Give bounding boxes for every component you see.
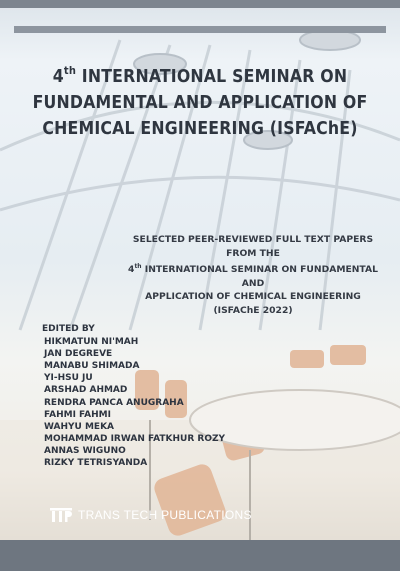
editor-name: MANABU SHIMADA xyxy=(44,361,140,372)
editor-name: ANNAS WIGUNO xyxy=(44,445,126,456)
subtitle-line-4: (ISFAChE 2022) xyxy=(213,304,293,316)
editor-name: MOHAMMAD IRWAN FATKHUR ROZY xyxy=(44,433,226,444)
editor-name: JAN DEGREVE xyxy=(44,349,113,360)
title-line-3: CHEMICAL ENGINEERING (ISFAChE) xyxy=(42,119,358,139)
editor-name: RENDRA PANCA ANUGRAHA xyxy=(44,397,184,408)
editor-name: WAHYU MEKA xyxy=(44,421,115,432)
publisher xyxy=(50,505,252,525)
editor-name: ARSHAD AHMAD xyxy=(44,385,128,396)
book-title xyxy=(20,58,380,142)
top-bar xyxy=(0,0,400,8)
title-line-2: FUNDAMENTAL AND APPLICATION OF xyxy=(32,93,368,113)
book-subtitle xyxy=(118,233,388,317)
subtitle-line-1: SELECTED PEER-REVIEWED FULL TEXT PAPERS FROM THE xyxy=(132,234,374,259)
subtitle-line-3: APPLICATION OF CHEMICAL ENGINEERING xyxy=(145,291,361,302)
edited-by-label: EDITED BY xyxy=(42,324,95,334)
publisher-name: TRANS TECH PUBLICATIONS xyxy=(78,508,252,522)
editor-name: YI-HSU JU xyxy=(44,373,93,384)
title-line-1: 4th INTERNATIONAL SEMINAR ON xyxy=(52,64,348,87)
editor-name: FAHMI FAHMI xyxy=(44,409,111,420)
subtitle-line-2: 4th INTERNATIONAL SEMINAR ON FUNDAMENTAL AND xyxy=(128,263,378,289)
decorative-stripe xyxy=(14,26,386,33)
editor-name: HIKMATUN NI'MAH xyxy=(44,337,139,348)
footer-band xyxy=(0,540,400,571)
editor-name: RIZKY TETRISYANDA xyxy=(44,458,148,469)
editors-block xyxy=(42,323,262,469)
ttp-logo-icon xyxy=(50,508,72,522)
